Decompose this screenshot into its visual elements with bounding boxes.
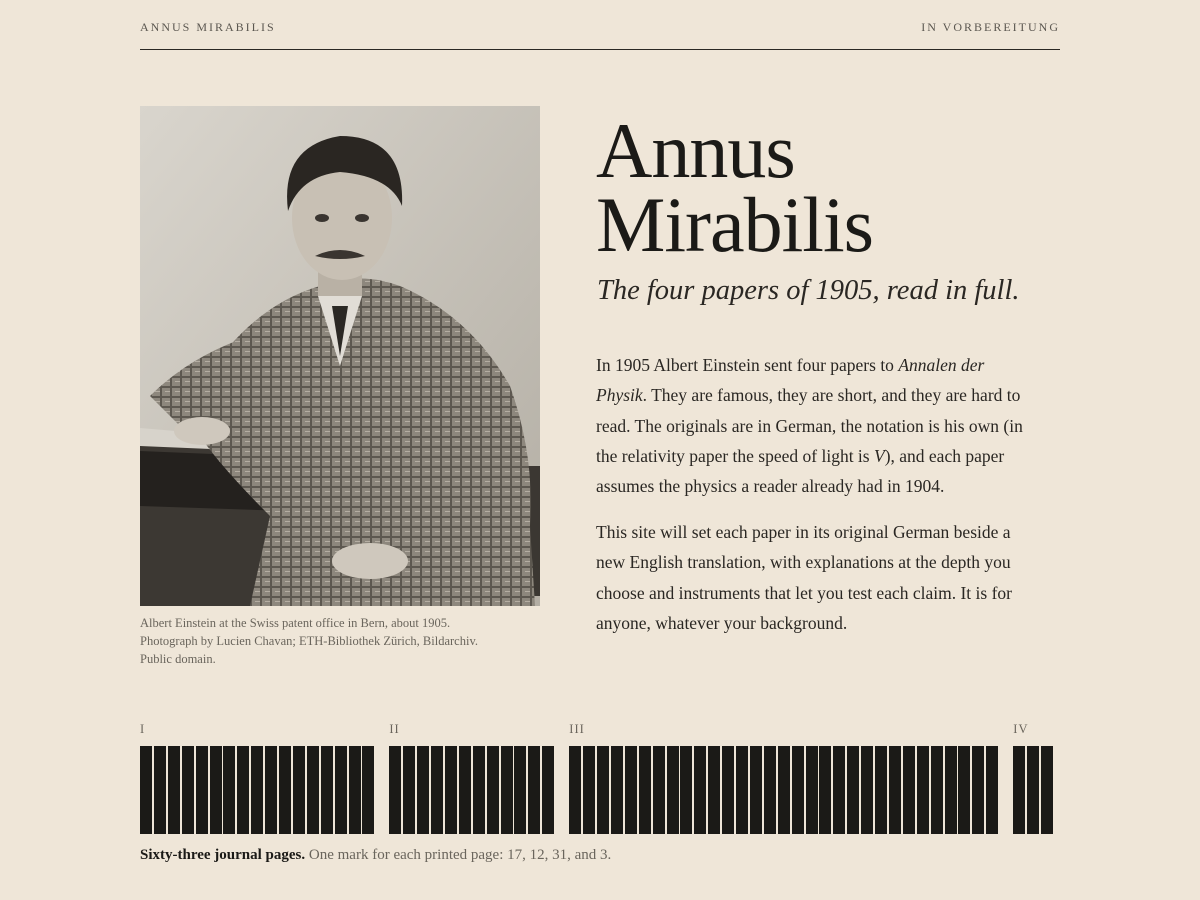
page-mark: [736, 746, 748, 834]
page-mark: [210, 746, 222, 834]
page-mark: [265, 746, 277, 834]
paper-label: II: [389, 722, 400, 736]
page-mark: [223, 746, 235, 834]
page-mark: [307, 746, 319, 834]
caption-line: Albert Einstein at the Swiss patent office in Bern, about 1905.: [140, 616, 451, 630]
page-mark: [833, 746, 845, 834]
page-mark: [667, 746, 679, 834]
paper-label: IV: [1013, 722, 1029, 736]
page-mark: [722, 746, 734, 834]
page-mark: [487, 746, 499, 834]
page-mark: [514, 746, 526, 834]
page-mark: [694, 746, 706, 834]
paper-label: III: [569, 722, 585, 736]
page-mark: [237, 746, 249, 834]
intro-paragraph-2: [596, 517, 1066, 638]
page-mark: [792, 746, 804, 834]
page-mark: [875, 746, 887, 834]
text-run: read. The originals are in German, the notation is his own (in: [596, 415, 1023, 436]
caption-line: Public domain.: [140, 652, 216, 666]
page-mark: [279, 746, 291, 834]
site-title[interactable]: ANNUS MIRABILIS: [140, 20, 276, 34]
page-mark: [653, 746, 665, 834]
page-mark: [1013, 746, 1025, 834]
einstein-photo: [140, 106, 540, 606]
page-mark: [917, 746, 929, 834]
page-mark: [611, 746, 623, 834]
text-run: ), and each paper: [884, 445, 1005, 466]
page-mark: [403, 746, 415, 834]
page-mark: [806, 746, 818, 834]
page-mark: [473, 746, 485, 834]
page-mark: [1041, 746, 1053, 834]
page-mark: [625, 746, 637, 834]
paragraph-line: new English translation, with explanations at the depth you: [596, 552, 1011, 573]
paragraph-line: [596, 380, 1066, 410]
footnote-text: One mark for each printed page: 17, 12, 31, and 3.: [305, 847, 612, 863]
page-mark: [1027, 746, 1039, 834]
page-mark: [528, 746, 540, 834]
footnote-bold: Sixty-three journal pages.: [140, 847, 306, 863]
page-mark: [764, 746, 776, 834]
title-line: Mirabilis: [596, 181, 873, 268]
page-mark: [182, 746, 194, 834]
page-mark: [778, 746, 790, 834]
site-header: [140, 20, 1060, 50]
page-mark: [445, 746, 457, 834]
paragraph-line: [596, 350, 1066, 380]
page-mark: [986, 746, 998, 834]
page-mark: [597, 746, 609, 834]
page-mark: [583, 746, 595, 834]
caption-line: Photograph by Lucien Chavan; ETH-Bibliothek Zürich, Bildarchiv.: [140, 634, 479, 648]
text-run: assumes the physics a reader already had in 1904.: [596, 476, 945, 497]
page-mark: [168, 746, 180, 834]
page-marks-chart: [140, 722, 1060, 834]
page-mark: [431, 746, 443, 834]
italic-text: Physik: [596, 385, 643, 406]
photo-caption: [140, 614, 540, 668]
page-mark: [750, 746, 762, 834]
page-mark: [639, 746, 651, 834]
page-mark: [140, 746, 152, 834]
page-mark: [945, 746, 957, 834]
page-mark: [335, 746, 347, 834]
page-mark: [903, 746, 915, 834]
page-mark: [931, 746, 943, 834]
page-mark: [389, 746, 401, 834]
page-mark: [819, 746, 831, 834]
page-title: [596, 107, 1056, 268]
paragraph-line: [596, 411, 1066, 441]
page-mark: [847, 746, 859, 834]
page-mark: [349, 746, 361, 834]
page-mark: [861, 746, 873, 834]
page-mark: [542, 746, 554, 834]
pages-footnote: [140, 847, 611, 864]
page-mark: [251, 746, 263, 834]
page-mark: [321, 746, 333, 834]
page-subtitle: The four papers of 1905, read in full.: [597, 275, 1020, 306]
page-mark: [958, 746, 970, 834]
page-mark: [501, 746, 513, 834]
page-mark: [680, 746, 692, 834]
page-mark: [154, 746, 166, 834]
paragraph-line: [596, 441, 1066, 471]
intro-paragraph-1: [596, 350, 1066, 501]
paragraph-line: This site will set each paper in its original German beside a: [596, 522, 1011, 542]
page-mark: [459, 746, 471, 834]
page-mark: [889, 746, 901, 834]
italic-text: V: [873, 445, 885, 466]
page-mark: [196, 746, 208, 834]
status-label: IN VORBEREITUNG: [921, 20, 1060, 34]
paragraph-line: anyone, whatever your background.: [596, 612, 848, 633]
page-mark: [293, 746, 305, 834]
text-run: the relativity paper the speed of light is: [596, 445, 874, 466]
paragraph-line: [596, 471, 1066, 501]
page-mark: [417, 746, 429, 834]
page-mark: [362, 746, 374, 834]
page-mark: [708, 746, 720, 834]
italic-text: Annalen der: [898, 355, 985, 375]
title-line: Annus: [596, 107, 795, 194]
paragraph-line: choose and instruments that let you test each claim. It is for: [596, 582, 1013, 603]
page-mark: [569, 746, 581, 834]
text-run: In 1905 Albert Einstein sent four papers to: [596, 355, 899, 375]
text-run: . They are famous, they are short, and they are hard to: [642, 385, 1021, 406]
page-mark: [972, 746, 984, 834]
paper-label: I: [140, 722, 146, 736]
